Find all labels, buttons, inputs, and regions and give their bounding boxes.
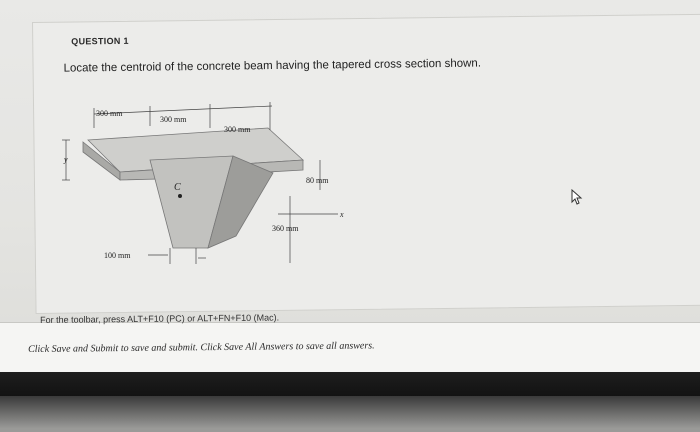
dim-flange-label: 80 mm [306, 176, 329, 185]
dim-middle-label: 300 mm [160, 115, 187, 124]
desk-surface [0, 396, 700, 432]
dim-right-label: 300 mm [224, 125, 251, 134]
question-prompt: Locate the centroid of the concrete beam having the tapered cross section shown. [63, 57, 482, 75]
dim-bottom-label: 100 mm [104, 251, 131, 260]
dim-left-label: 300 mm [96, 109, 123, 118]
dim-height-label: 360 mm [272, 224, 299, 233]
toolbar-hint-text: For the toolbar, press ALT+F10 (PC) or ALT+FN+F10 (Mac). [40, 312, 280, 325]
beam-cross-section-figure [58, 98, 378, 288]
axis-y-label: y [64, 155, 68, 164]
centroid-label: C [174, 182, 181, 193]
axis-x-label: x [340, 210, 344, 219]
save-submit-instructions: Click Save and Submit to save and submit. Click Save All Answers to save all answers. [28, 340, 375, 355]
mouse-pointer-icon [571, 189, 583, 210]
centroid-point [178, 194, 182, 198]
question-number: QUESTION 1 [71, 35, 129, 47]
